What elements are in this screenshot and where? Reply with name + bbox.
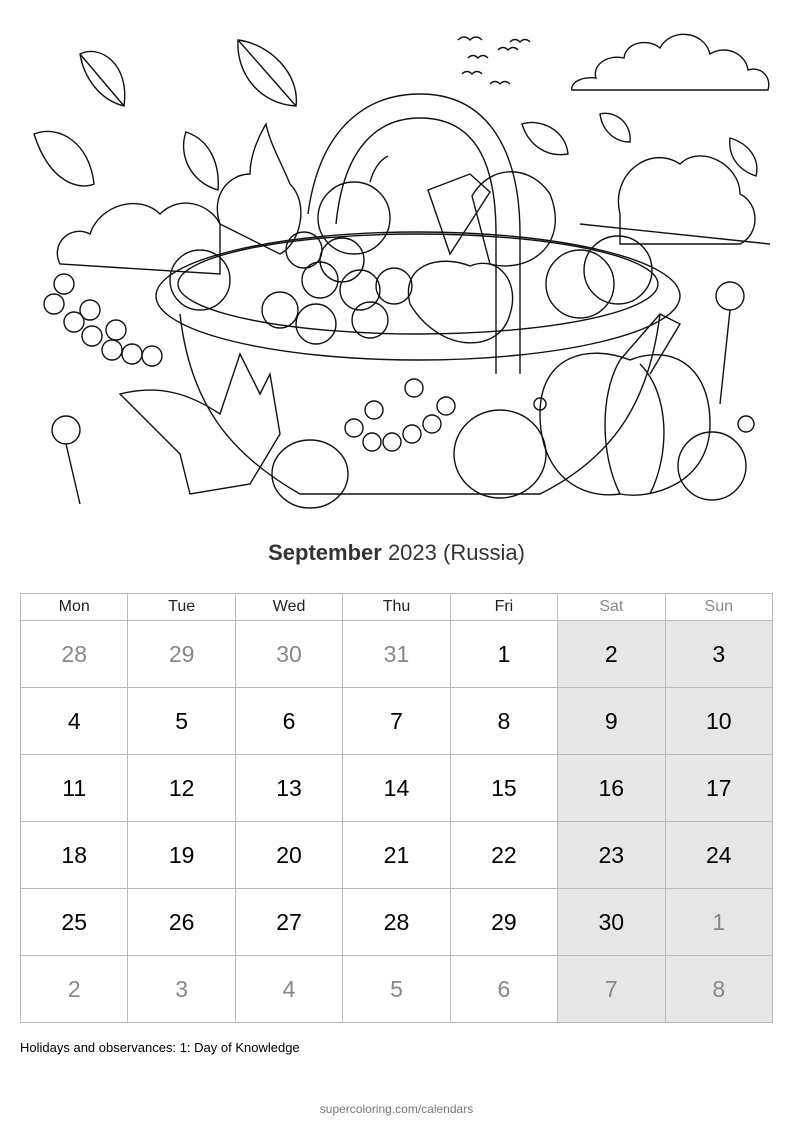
- day-cell: 3: [128, 956, 235, 1023]
- day-cell: 8: [450, 688, 557, 755]
- weekday-mon: Mon: [21, 594, 128, 621]
- weekday-fri: Fri: [450, 594, 557, 621]
- autumn-basket-drawing: [20, 14, 773, 514]
- week-row: [21, 755, 773, 822]
- day-cell: 2: [21, 956, 128, 1023]
- day-cell: 3: [665, 621, 772, 688]
- weekday-thu: Thu: [343, 594, 450, 621]
- day-cell: 12: [128, 755, 235, 822]
- day-cell: 8: [665, 956, 772, 1023]
- weekday-tue: Tue: [128, 594, 235, 621]
- holidays-note: Holidays and observances: 1: Day of Knowledge: [20, 1040, 300, 1055]
- day-cell: 5: [128, 688, 235, 755]
- day-cell: 18: [21, 822, 128, 889]
- day-cell: 30: [235, 621, 342, 688]
- page-title: [0, 540, 793, 566]
- day-cell: 11: [21, 755, 128, 822]
- week-row: [21, 688, 773, 755]
- day-cell: 17: [665, 755, 772, 822]
- day-cell: 5: [343, 956, 450, 1023]
- calendar-body: [21, 621, 773, 1023]
- week-row: [21, 956, 773, 1023]
- day-cell: 6: [235, 688, 342, 755]
- day-cell: 7: [343, 688, 450, 755]
- day-cell: 4: [21, 688, 128, 755]
- weekday-header-row: [21, 594, 773, 621]
- weekday-wed: Wed: [235, 594, 342, 621]
- day-cell: 9: [558, 688, 665, 755]
- day-cell: 20: [235, 822, 342, 889]
- week-row: [21, 889, 773, 956]
- week-row: [21, 822, 773, 889]
- day-cell: 25: [21, 889, 128, 956]
- day-cell: 27: [235, 889, 342, 956]
- day-cell: 6: [450, 956, 557, 1023]
- day-cell: 16: [558, 755, 665, 822]
- coloring-illustration: [20, 14, 773, 514]
- day-cell: 10: [665, 688, 772, 755]
- day-cell: 31: [343, 621, 450, 688]
- title-month: September: [268, 540, 382, 565]
- day-cell: 2: [558, 621, 665, 688]
- day-cell: 30: [558, 889, 665, 956]
- day-cell: 21: [343, 822, 450, 889]
- day-cell: 7: [558, 956, 665, 1023]
- day-cell: 28: [343, 889, 450, 956]
- day-cell: 28: [21, 621, 128, 688]
- day-cell: 23: [558, 822, 665, 889]
- day-cell: 19: [128, 822, 235, 889]
- day-cell: 22: [450, 822, 557, 889]
- day-cell: 1: [665, 889, 772, 956]
- day-cell: 1: [450, 621, 557, 688]
- day-cell: 4: [235, 956, 342, 1023]
- month-calendar: [20, 593, 773, 1023]
- weekday-sun: Sun: [665, 594, 772, 621]
- title-year-region: 2023 (Russia): [387, 540, 525, 565]
- day-cell: 13: [235, 755, 342, 822]
- day-cell: 26: [128, 889, 235, 956]
- week-row: [21, 621, 773, 688]
- day-cell: 14: [343, 755, 450, 822]
- day-cell: 29: [450, 889, 557, 956]
- footer-link[interactable]: supercoloring.com/calendars: [319, 1102, 474, 1116]
- day-cell: 24: [665, 822, 772, 889]
- day-cell: 15: [450, 755, 557, 822]
- weekday-sat: Sat: [558, 594, 665, 621]
- day-cell: 29: [128, 621, 235, 688]
